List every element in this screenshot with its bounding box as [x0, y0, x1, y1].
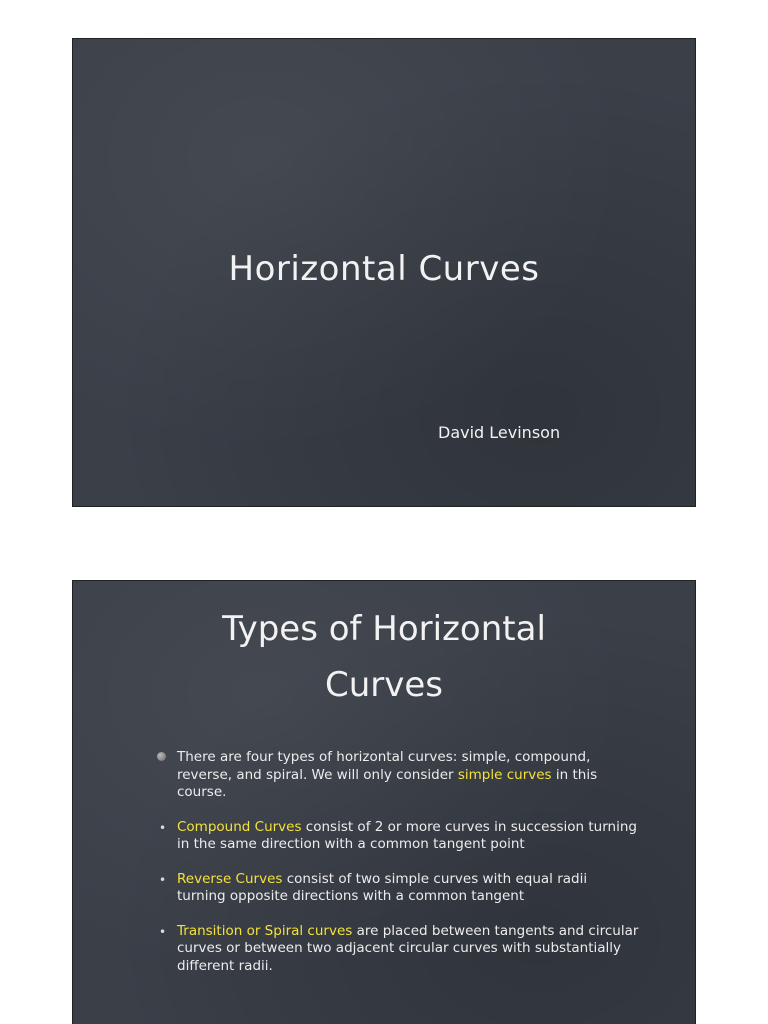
bullet-text: consist of 2 or more curves in succession turning in the same direction with a common tangent point: [177, 818, 637, 852]
slide-title: Horizontal Curves: [228, 249, 540, 289]
bullet-item-spiral: [159, 923, 639, 976]
bullet-text: are placed between tangents and circular curves or between two adjacent circular curves with substantially different radii.: [177, 922, 639, 974]
bullet-item-four-types: [159, 749, 639, 802]
slide-heading: [73, 601, 695, 713]
bullet-dot-icon: •: [159, 820, 167, 835]
bullet-item-compound: [159, 819, 639, 854]
bullet-text: in this course.: [177, 766, 598, 800]
bullet-item-reverse: [159, 871, 639, 906]
highlight-text: simple curves: [457, 766, 552, 783]
bullet-swirl-icon: [157, 752, 166, 761]
bullet-dot-icon: •: [159, 924, 167, 939]
bullet-text: consist of two simple curves with equal radii turning opposite directions with a common tangent: [177, 870, 588, 904]
highlight-text: Reverse Curves: [177, 870, 283, 887]
author-name: David Levinson: [438, 423, 561, 442]
bullet-text: There are four types of horizontal curves: simple, compound, reverse, and spiral. We will only consider: [177, 749, 591, 783]
slide-heading-line-2: Curves: [324, 665, 444, 705]
title-slide: [72, 38, 696, 507]
bullet-dot-icon: •: [159, 872, 167, 887]
slide-heading-line-1: Types of Horizontal: [222, 609, 546, 649]
types-slide: [72, 580, 696, 1024]
highlight-text: Transition or Spiral curves: [177, 922, 353, 939]
highlight-text: Compound Curves: [177, 818, 302, 835]
bullet-list: [159, 749, 639, 992]
